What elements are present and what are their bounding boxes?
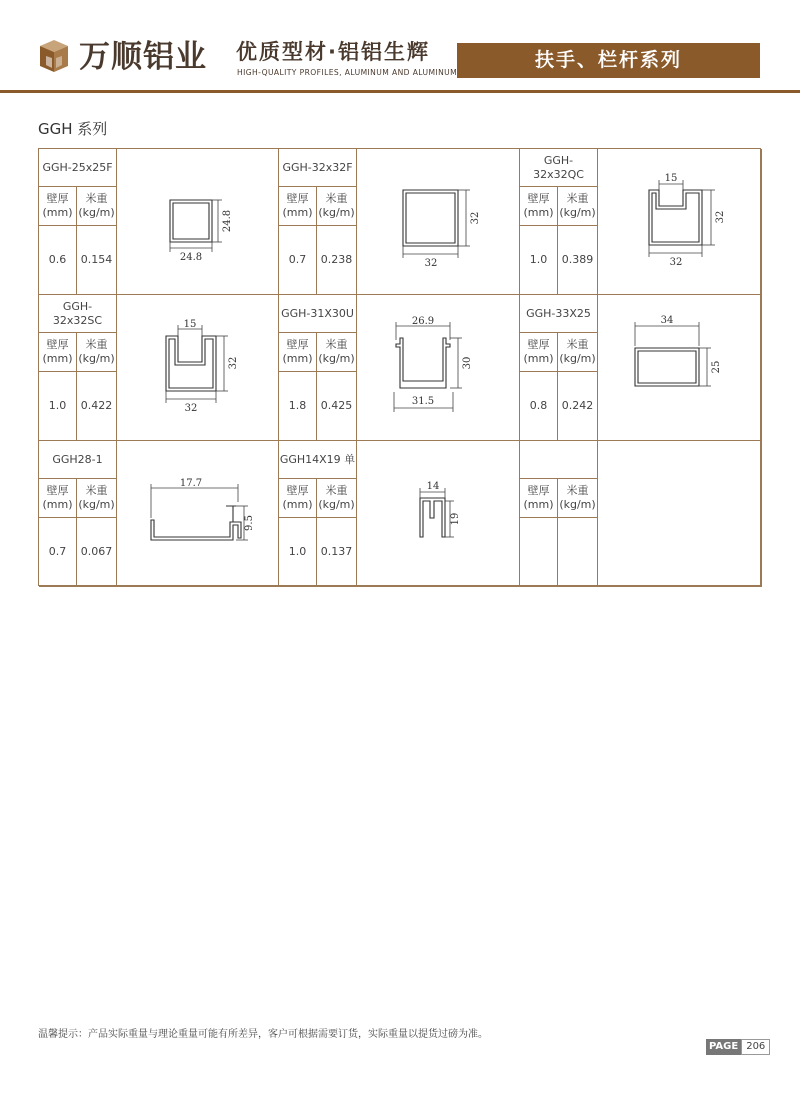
profile-drawing-cell: [598, 441, 762, 587]
thickness-value: 1.0: [39, 372, 77, 441]
thickness-label: [279, 479, 317, 518]
profile-model: GGH-25x25F: [39, 149, 117, 187]
profile-model: GGH-32x32SC: [39, 295, 117, 333]
weight-label-text: 米重: [325, 338, 348, 351]
profile-model: GGH-31X30U: [279, 295, 357, 333]
thickness-unit: (mm): [523, 352, 554, 365]
thickness-unit: (mm): [42, 352, 73, 365]
dimension-label: 32: [469, 211, 481, 224]
profile-model: GGH28-1: [39, 441, 117, 479]
weight-unit: (kg/m): [559, 352, 596, 365]
thickness-label-text: 壁厚: [46, 484, 69, 497]
profile-drawing: [358, 442, 519, 586]
dimension-label: 32: [227, 356, 239, 369]
profile-drawing: [358, 150, 519, 294]
thickness-label-text: 壁厚: [527, 484, 550, 497]
profile-drawing-cell: [117, 149, 279, 295]
profile-model: GGH-33X25: [520, 295, 598, 333]
thickness-unit: (mm): [42, 498, 73, 511]
thickness-label: [520, 333, 558, 372]
thickness-value: 0.8: [520, 372, 558, 441]
thickness-label-text: 壁厚: [527, 338, 550, 351]
weight-label: [558, 333, 598, 372]
thickness-unit: (mm): [282, 498, 313, 511]
thickness-label: [520, 187, 558, 226]
thickness-value: [520, 518, 558, 587]
brand-name: 万顺铝业: [79, 39, 207, 75]
thickness-unit: (mm): [523, 498, 554, 511]
dimension-label: 14: [426, 480, 439, 492]
weight-label-text: 米重: [85, 484, 108, 497]
thickness-value: 1.0: [520, 226, 558, 295]
profile-model: GGH-32x32QC: [520, 149, 598, 187]
brand-logo-icon: [36, 38, 72, 74]
weight-value: 0.242: [558, 372, 598, 441]
weight-label-text: 米重: [566, 338, 589, 351]
weight-label: [317, 479, 357, 518]
profile-model: GGH-32x32F: [279, 149, 357, 187]
weight-unit: (kg/m): [559, 498, 596, 511]
dimension-label: 25: [710, 360, 722, 373]
page-indicator: [706, 1039, 770, 1055]
weight-value: 0.154: [77, 226, 117, 295]
profile-drawing: [599, 442, 761, 586]
weight-unit: (kg/m): [78, 352, 115, 365]
thickness-unit: (mm): [282, 352, 313, 365]
profile-outline: [170, 200, 212, 242]
weight-label: [77, 187, 117, 226]
thickness-label-text: 壁厚: [46, 338, 69, 351]
section-title: GGH 系列: [38, 120, 108, 138]
weight-label-text: 米重: [325, 484, 348, 497]
thickness-label: [39, 479, 77, 518]
profile-drawing-cell: [357, 441, 520, 587]
weight-unit: (kg/m): [78, 498, 115, 511]
profile-outline: [166, 336, 216, 391]
weight-value: 0.389: [558, 226, 598, 295]
weight-unit: (kg/m): [318, 498, 355, 511]
weight-label-text: 米重: [85, 338, 108, 351]
profile-drawing-cell: [357, 149, 520, 295]
weight-value: 0.137: [317, 518, 357, 587]
profile-outline: [420, 498, 445, 537]
profile-drawing: [599, 150, 761, 294]
weight-label: [77, 333, 117, 372]
thickness-value: 0.7: [279, 226, 317, 295]
profile-drawing-cell: [598, 149, 762, 295]
thickness-label: [279, 187, 317, 226]
thickness-label: [39, 333, 77, 372]
profile-model: [520, 441, 598, 479]
thickness-value: 1.8: [279, 372, 317, 441]
profile-drawing: [599, 296, 761, 440]
profile-drawing-cell: [357, 295, 520, 441]
thickness-value: 0.7: [39, 518, 77, 587]
thickness-unit: (mm): [282, 206, 313, 219]
page-number: 206: [741, 1039, 770, 1055]
thickness-label: [520, 479, 558, 518]
thickness-label-text: 壁厚: [286, 484, 309, 497]
profile-drawing: [118, 296, 278, 440]
weight-value: 0.422: [77, 372, 117, 441]
weight-unit: (kg/m): [318, 352, 355, 365]
dimension-label: 15: [183, 318, 196, 330]
profile-drawing: [118, 442, 278, 586]
weight-value: 0.238: [317, 226, 357, 295]
weight-unit: (kg/m): [78, 206, 115, 219]
dimension-label: 17.7: [179, 477, 202, 489]
thickness-label-text: 壁厚: [527, 192, 550, 205]
thickness-unit: (mm): [523, 206, 554, 219]
dimension-label: 26.9: [411, 315, 434, 327]
profile-drawing-cell: [117, 295, 279, 441]
weight-label: [317, 187, 357, 226]
thickness-label: [39, 187, 77, 226]
profile-outline: [151, 506, 241, 540]
weight-label: [558, 479, 598, 518]
dimension-label: 31.5: [411, 395, 434, 407]
weight-value: [558, 518, 598, 587]
thickness-label-text: 壁厚: [286, 192, 309, 205]
page-label: PAGE: [706, 1039, 741, 1055]
dimension-label: 9.5: [243, 514, 255, 531]
page-header: [0, 0, 800, 95]
weight-label: [77, 479, 117, 518]
profile-outline: [635, 348, 699, 386]
slogan: 优质型材·铝铝生辉: [236, 40, 430, 64]
weight-unit: (kg/m): [559, 206, 596, 219]
dimension-label: 24.8: [221, 209, 233, 232]
weight-unit: (kg/m): [318, 206, 355, 219]
profile-drawing-cell: [117, 441, 279, 587]
weight-label: [317, 333, 357, 372]
dimension-label: 32: [669, 256, 682, 268]
dimension-label: 15: [664, 172, 677, 184]
thickness-label-text: 壁厚: [46, 192, 69, 205]
dimension-label: 32: [184, 402, 197, 414]
dimension-label: 34: [660, 314, 673, 326]
weight-value: 0.425: [317, 372, 357, 441]
weight-value: 0.067: [77, 518, 117, 587]
header-divider: [0, 90, 800, 93]
dimension-label: 24.8: [179, 251, 202, 263]
dimension-label: 30: [461, 356, 473, 369]
dimension-label: 32: [714, 210, 726, 223]
weight-label-text: 米重: [325, 192, 348, 205]
thickness-value: 0.6: [39, 226, 77, 295]
slogan-english: HIGH-QUALITY PROFILES, ALUMINUM AND ALUMINUM: [237, 68, 458, 77]
thickness-value: 1.0: [279, 518, 317, 587]
profile-outline: [403, 190, 458, 246]
profile-model: GGH14X19 单: [279, 441, 357, 479]
thickness-label-text: 壁厚: [286, 338, 309, 351]
series-banner: 扶手、栏杆系列: [457, 43, 760, 78]
weight-label-text: 米重: [85, 192, 108, 205]
profile-table: [38, 148, 761, 586]
profile-drawing: [118, 150, 278, 294]
weight-label-text: 米重: [566, 192, 589, 205]
profile-drawing: [358, 296, 519, 440]
dimension-label: 32: [424, 257, 437, 269]
weight-label-text: 米重: [566, 484, 589, 497]
profile-outline: [396, 338, 450, 388]
thickness-label: [279, 333, 317, 372]
weight-label: [558, 187, 598, 226]
profile-drawing-cell: [598, 295, 762, 441]
dimension-label: 19: [449, 512, 461, 525]
footer-note: 温馨提示：产品实际重量与理论重量可能有所差异，客户可根据需要订货，实际重量以提货过磅为准。: [38, 1029, 488, 1040]
thickness-unit: (mm): [42, 206, 73, 219]
profile-outline: [649, 190, 702, 245]
